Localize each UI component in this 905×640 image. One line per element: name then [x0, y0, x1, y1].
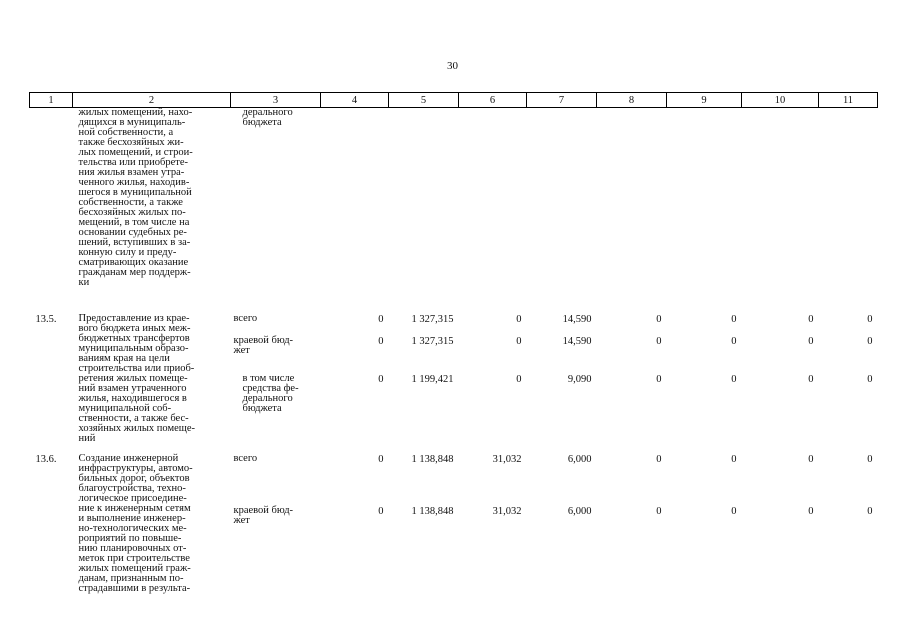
text-line: жилья, находившегося в — [78, 393, 187, 404]
column-header: 5 — [389, 93, 459, 108]
text-line: дерального — [242, 393, 293, 405]
text-line: также бесхозяйных жи- — [78, 137, 184, 148]
text-line: жилых помещений граж- — [78, 563, 191, 574]
item-number: 13.5. — [35, 314, 57, 325]
text-line: бильных дорог, объектов — [78, 473, 190, 484]
value-cell — [819, 108, 878, 305]
column-header: 2 — [73, 93, 231, 108]
text-line: ки — [78, 277, 90, 288]
text-line: краевой бюд- — [233, 504, 294, 516]
value-cell: 0 — [656, 454, 662, 465]
text-line: хозяйных жилых помеще- — [78, 423, 196, 434]
text-line: логическое присоедине- — [78, 493, 187, 504]
value-cell: 0 — [516, 336, 522, 348]
funding-source — [231, 506, 321, 594]
value-cell: 0 — [656, 336, 662, 348]
value-cell: 0 — [867, 314, 873, 325]
funding-source — [231, 374, 321, 444]
text-line: бюджета — [242, 403, 282, 415]
text-line: ний взамен утраченного — [78, 383, 187, 394]
value-cell — [742, 108, 819, 305]
text-line: ченного жилья, находив- — [78, 177, 190, 188]
text-line: бюджета — [242, 117, 282, 128]
column-header: 8 — [597, 93, 667, 108]
value-cell: 31,032 — [492, 505, 522, 517]
text-line: ной собственности, а — [78, 127, 174, 138]
value-cell: 1 327,315 — [411, 336, 454, 348]
text-line: бюджетных трансфертов — [78, 333, 190, 344]
text-line: инфраструктуры, автомо- — [78, 463, 193, 474]
page-number: 30 — [447, 60, 458, 72]
value-cell — [597, 108, 667, 305]
value-cell: 31,032 — [492, 454, 522, 465]
item-number: 13.6. — [35, 454, 57, 465]
text-line: в том числе — [242, 373, 295, 385]
value-cell: 0 — [378, 374, 384, 386]
text-line: конную силу и преду- — [78, 247, 177, 258]
text-line: нию планировочных от- — [78, 543, 187, 554]
text-line: средства фе- — [242, 383, 299, 395]
text-line: строительства или приоб- — [78, 363, 195, 374]
text-line: ний — [78, 433, 96, 444]
text-line: ственности, а также бес- — [78, 413, 189, 424]
text-line: сматривающих оказание — [78, 257, 189, 268]
text-line: данам, признанным по- — [78, 573, 184, 584]
value-cell: 1 327,315 — [411, 314, 454, 325]
value-cell: 0 — [378, 336, 384, 348]
value-cell: 0 — [731, 454, 737, 465]
item-number-cell — [30, 108, 73, 305]
value-cell: 0 — [731, 314, 737, 325]
funding-source — [231, 454, 321, 506]
value-cell: 1 138,848 — [411, 505, 454, 517]
table-row — [30, 314, 878, 336]
text-line: лых помещений, и строи- — [78, 147, 193, 158]
value-cell: 1 138,848 — [411, 454, 454, 465]
value-cell: 0 — [656, 374, 662, 386]
text-line: жет — [233, 345, 250, 357]
text-line: ние к инженерным сетям — [78, 503, 191, 514]
text-line: всего — [233, 313, 258, 324]
value-cell: 0 — [867, 454, 873, 465]
item-description — [73, 108, 231, 305]
value-cell: 0 — [516, 314, 522, 325]
text-line: всего — [233, 453, 258, 464]
value-cell: 0 — [378, 505, 384, 517]
value-cell — [321, 108, 389, 305]
text-line: благоустройства, техно- — [78, 483, 186, 494]
text-line: жет — [233, 514, 250, 526]
value-cell: 0 — [378, 454, 384, 465]
text-line: бесхозяйных жилых по- — [78, 207, 186, 218]
value-cell: 0 — [867, 374, 873, 386]
value-cell: 0 — [516, 374, 522, 386]
column-header: 3 — [231, 93, 321, 108]
column-header: 6 — [459, 93, 527, 108]
text-line: муниципальным образо- — [78, 343, 189, 354]
text-line: дящихся в муниципаль- — [78, 117, 186, 128]
text-line: Создание инженерной — [78, 453, 179, 464]
value-cell: 0 — [808, 454, 814, 465]
value-cell: 0 — [731, 505, 737, 517]
text-line: шений, вступивших в за- — [78, 237, 191, 248]
value-cell: 0 — [731, 374, 737, 386]
value-cell — [667, 108, 742, 305]
text-line: жилых помещений, нахо- — [78, 107, 193, 118]
text-line: шегося в муниципальной — [78, 187, 192, 198]
text-line: страдавшими в результа- — [78, 583, 191, 594]
text-line: собственности, а также — [78, 197, 183, 208]
column-header: 1 — [30, 93, 73, 108]
text-line: меток при строительстве — [78, 553, 190, 564]
value-cell: 6,000 — [567, 454, 592, 465]
funding-source — [231, 314, 321, 336]
budget-table — [29, 92, 878, 594]
value-cell: 9,090 — [567, 374, 592, 386]
column-number-header-row — [30, 93, 878, 108]
text-line: тельства или приобрете- — [78, 157, 188, 168]
value-cell — [389, 108, 459, 305]
value-cell: 0 — [808, 505, 814, 517]
value-cell: 0 — [867, 336, 873, 348]
value-cell: 14,590 — [562, 314, 592, 325]
text-line: гражданам мер поддерж- — [78, 267, 191, 278]
text-line: ретения жилых помеще- — [78, 373, 188, 384]
value-cell: 0 — [867, 505, 873, 517]
text-line: ваниям края на цели — [78, 353, 170, 364]
text-line: мещений, в том числе на — [78, 217, 190, 228]
text-line: основании судебных ре- — [78, 227, 187, 238]
text-line: ния жилья взамен утра- — [78, 167, 185, 178]
table-row — [30, 454, 878, 506]
value-cell: 6,000 — [567, 505, 592, 517]
text-line: но-технологических ме- — [78, 523, 187, 534]
text-line: вого бюджета иных меж- — [78, 323, 191, 334]
text-line: дерального — [242, 107, 293, 118]
funding-source — [231, 336, 321, 374]
text-line: Предоставление из крае- — [78, 313, 190, 324]
value-cell: 1 199,421 — [411, 374, 454, 386]
text-line: муниципальной соб- — [78, 403, 172, 414]
value-cell: 0 — [808, 374, 814, 386]
value-cell: 0 — [656, 314, 662, 325]
column-header: 10 — [742, 93, 819, 108]
value-cell — [527, 108, 597, 305]
value-cell — [459, 108, 527, 305]
column-header: 7 — [527, 93, 597, 108]
column-header: 9 — [667, 93, 742, 108]
value-cell: 0 — [656, 505, 662, 517]
funding-source — [231, 108, 321, 305]
value-cell: 0 — [808, 314, 814, 325]
column-header: 11 — [819, 93, 878, 108]
value-cell: 0 — [808, 336, 814, 348]
value-cell: 0 — [378, 314, 384, 325]
text-line: и выполнение инженер- — [78, 513, 186, 524]
item-description — [73, 454, 231, 594]
column-header: 4 — [321, 93, 389, 108]
continuation-row — [30, 108, 878, 305]
text-line: роприятий по повыше- — [78, 533, 182, 544]
text-line: краевой бюд- — [233, 335, 294, 347]
value-cell: 0 — [731, 336, 737, 348]
item-description — [73, 314, 231, 444]
value-cell: 14,590 — [562, 336, 592, 348]
